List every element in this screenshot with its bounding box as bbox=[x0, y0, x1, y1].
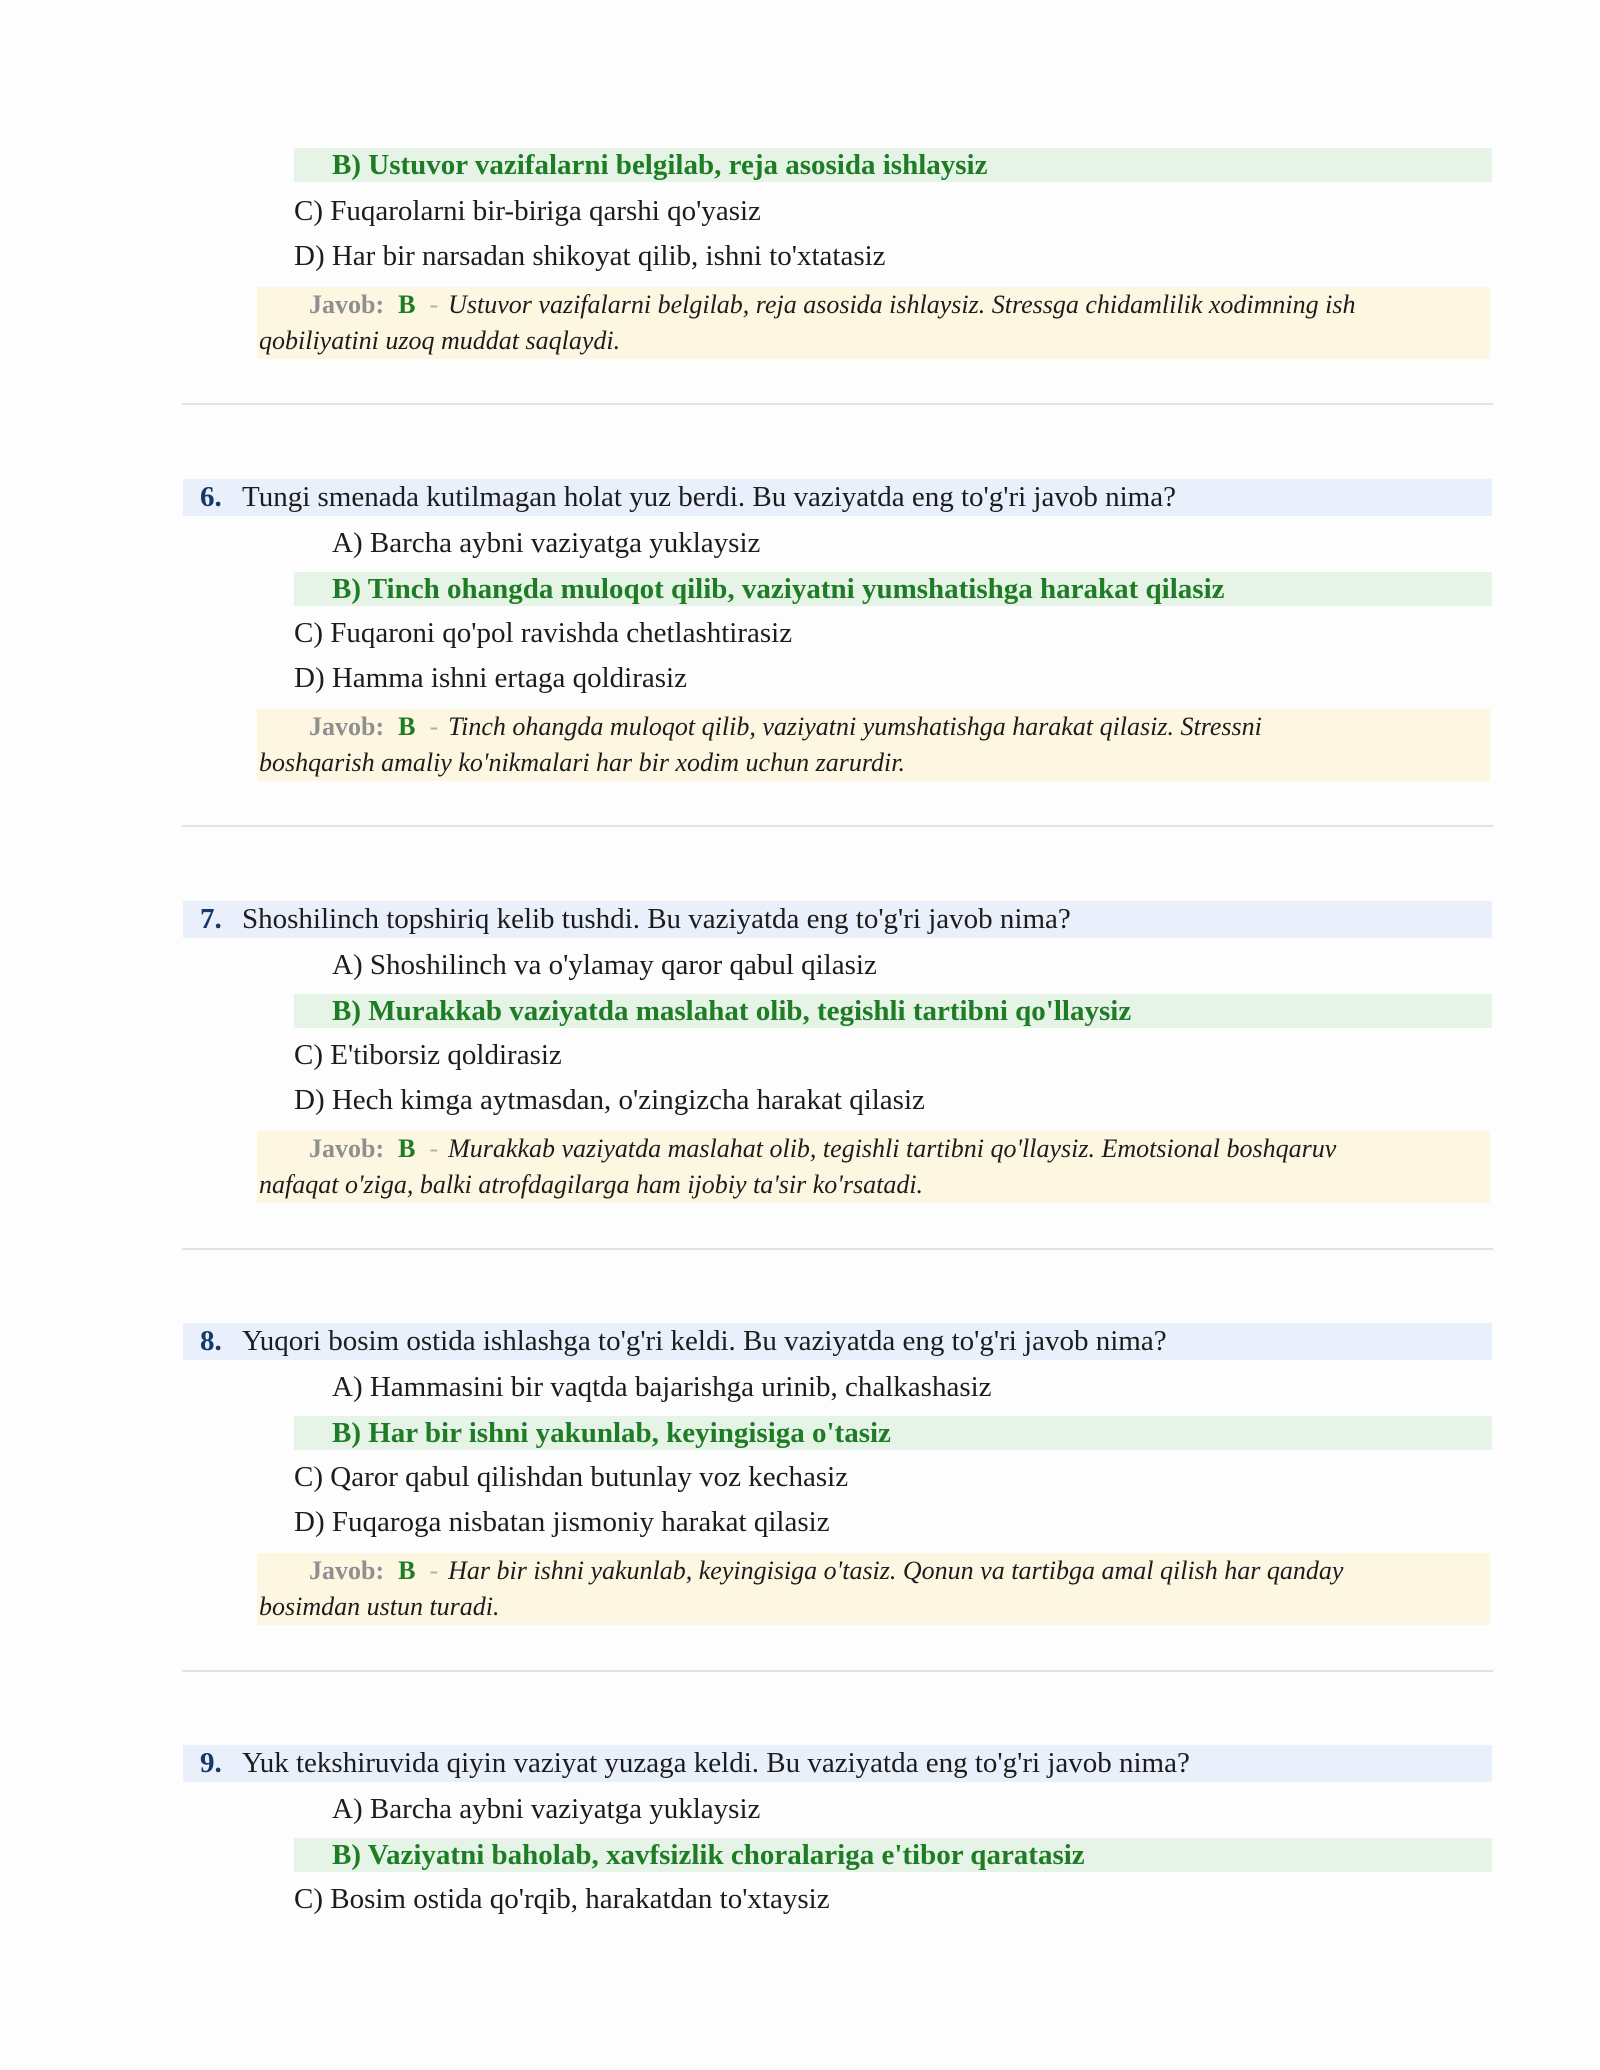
q8-option-a: A) Hammasini bir vaqtda bajarishga urinib, chalkashasiz bbox=[332, 1371, 992, 1403]
q9-option-b-text: B) Vaziyatni baholab, xavfsizlik choralariga e'tibor qaratasiz bbox=[332, 1839, 1085, 1871]
q7-option-a: A) Shoshilinch va o'ylamay qaror qabul qilasiz bbox=[332, 949, 877, 981]
q7-option-b-correct bbox=[294, 994, 1492, 1028]
q6-option-b-correct bbox=[294, 572, 1492, 606]
q5-option-d: D) Har bir narsadan shikoyat qilib, ishni to'xtatasiz bbox=[294, 240, 886, 272]
q5-answer-letter: B bbox=[398, 290, 416, 319]
q7-text: Shoshilinch topshiriq kelib tushdi. Bu vaziyatda eng to'g'ri javob nima? bbox=[242, 903, 1071, 935]
q9-number: 9. bbox=[200, 1747, 222, 1779]
q6-option-b-text: B) Tinch ohangda muloqot qilib, vaziyatni yumshatishga harakat qilasiz bbox=[332, 573, 1225, 605]
q7-option-b-text: B) Murakkab vaziyatda maslahat olib, tegishli tartibni qo'llaysiz bbox=[332, 995, 1132, 1027]
q8-option-b-text: B) Har bir ishni yakunlab, keyingisiga o'tasiz bbox=[332, 1417, 891, 1449]
q9-question bbox=[183, 1745, 1492, 1782]
q9-text: Yuk tekshiruvida qiyin vaziyat yuzaga keldi. Bu vaziyatda eng to'g'ri javob nima? bbox=[242, 1747, 1190, 1779]
q9-option-a: A) Barcha aybni vaziyatga yuklaysiz bbox=[332, 1793, 761, 1825]
q6-option-a: A) Barcha aybni vaziyatga yuklaysiz bbox=[332, 527, 761, 559]
q8-option-c: C) Qaror qabul qilishdan butunlay voz kechasiz bbox=[294, 1461, 849, 1493]
q8-answer-box bbox=[257, 1553, 1490, 1625]
q7-answer-dash: - bbox=[429, 1134, 439, 1163]
q8-option-d: D) Fuqaroga nisbatan jismoniy harakat qilasiz bbox=[294, 1506, 830, 1538]
q7-answer-text2: nafaqat o'ziga, balki atrofdagilarga ham ijobiy ta'sir ko'rsatadi. bbox=[259, 1170, 924, 1199]
q8-answer-dash: - bbox=[429, 1556, 439, 1585]
q6-number: 6. bbox=[200, 481, 222, 513]
q6-question bbox=[183, 479, 1492, 516]
q6-option-c: C) Fuqaroni qo'pol ravishda chetlashtirasiz bbox=[294, 617, 793, 649]
q6-answer-label: Javob: bbox=[309, 712, 385, 741]
q9-option-b-correct bbox=[294, 1838, 1492, 1872]
q5-answer-text2: qobiliyatini uzoq muddat saqlaydi. bbox=[259, 326, 621, 355]
q6-option-d: D) Hamma ishni ertaga qoldirasiz bbox=[294, 662, 687, 694]
q5-answer-line1 bbox=[309, 287, 1355, 323]
q7-number: 7. bbox=[200, 903, 222, 935]
q8-text: Yuqori bosim ostida ishlashga to'g'ri keldi. Bu vaziyatda eng to'g'ri javob nima? bbox=[242, 1325, 1167, 1357]
q8-number: 8. bbox=[200, 1325, 222, 1357]
q7-option-c: C) E'tiborsiz qoldirasiz bbox=[294, 1039, 562, 1071]
q5-option-b-text: B) Ustuvor vazifalarni belgilab, reja asosida ishlaysiz bbox=[332, 149, 988, 181]
q6-answer-dash: - bbox=[429, 712, 439, 741]
q8-answer-line1 bbox=[309, 1553, 1343, 1589]
q7-answer-line1 bbox=[309, 1131, 1336, 1167]
separator bbox=[182, 825, 1493, 827]
q8-answer-text2: bosimdan ustun turadi. bbox=[259, 1592, 500, 1621]
q8-answer-text1: Har bir ishni yakunlab, keyingisiga o'tasiz. Qonun va tartibga amal qilish har qanday bbox=[448, 1556, 1344, 1585]
q8-option-b-correct bbox=[294, 1416, 1492, 1450]
q6-answer-line1 bbox=[309, 709, 1262, 745]
q5-answer-label: Javob: bbox=[309, 290, 385, 319]
q5-option-c: C) Fuqarolarni bir-biriga qarshi qo'yasiz bbox=[294, 195, 761, 227]
separator bbox=[182, 1670, 1493, 1672]
q8-answer-letter: B bbox=[398, 1556, 416, 1585]
q6-answer-box bbox=[257, 709, 1490, 781]
q9-option-c: C) Bosim ostida qo'rqib, harakatdan to'xtaysiz bbox=[294, 1883, 830, 1915]
q8-answer-label: Javob: bbox=[309, 1556, 385, 1585]
separator bbox=[182, 1248, 1493, 1250]
q5-answer-text1: Ustuvor vazifalarni belgilab, reja asosida ishlaysiz. Stressga chidamlilik xodimning ish bbox=[448, 290, 1356, 319]
q7-answer-letter: B bbox=[398, 1134, 416, 1163]
q7-option-d: D) Hech kimga aytmasdan, o'zingizcha harakat qilasiz bbox=[294, 1084, 925, 1116]
q6-text: Tungi smenada kutilmagan holat yuz berdi. Bu vaziyatda eng to'g'ri javob nima? bbox=[242, 481, 1176, 513]
q8-question bbox=[183, 1323, 1492, 1360]
q6-answer-text2: boshqarish amaliy ko'nikmalari har bir xodim uchun zarurdir. bbox=[259, 748, 905, 777]
q7-answer-label: Javob: bbox=[309, 1134, 385, 1163]
q5-answer-box bbox=[257, 287, 1490, 359]
q5-option-b-correct bbox=[294, 148, 1492, 182]
separator bbox=[182, 403, 1493, 405]
q7-question bbox=[183, 901, 1492, 938]
q7-answer-text1: Murakkab vaziyatda maslahat olib, tegishli tartibni qo'llaysiz. Emotsional boshqaruv bbox=[448, 1134, 1337, 1163]
q6-answer-letter: B bbox=[398, 712, 416, 741]
q5-answer-dash: - bbox=[429, 290, 439, 319]
q7-answer-box bbox=[257, 1131, 1490, 1203]
q6-answer-text1: Tinch ohangda muloqot qilib, vaziyatni yumshatishga harakat qilasiz. Stressni bbox=[448, 712, 1262, 741]
